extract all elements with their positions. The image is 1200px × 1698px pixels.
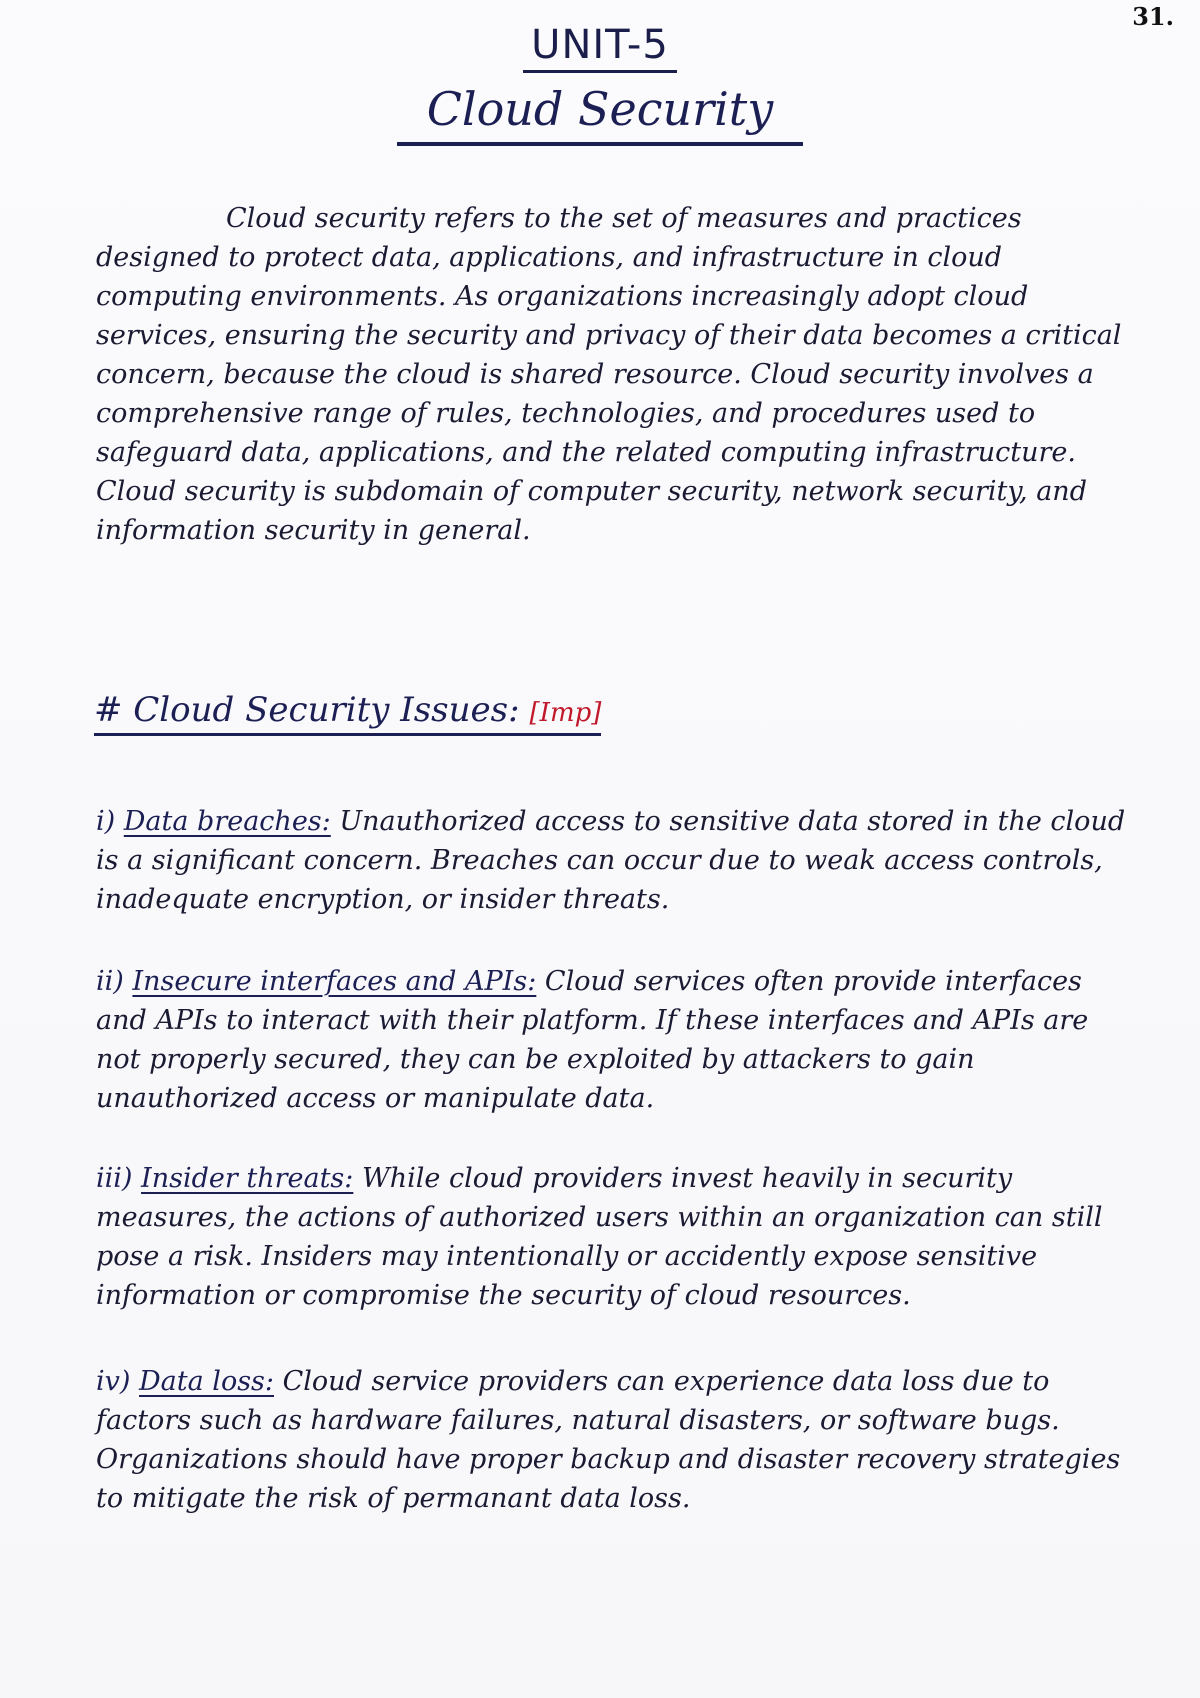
page-number: 31. xyxy=(1132,2,1174,31)
unit-title xyxy=(0,22,1200,73)
important-tag: [Imp] xyxy=(529,698,602,728)
issue-text: While cloud providers invest heavily in security measures, the actions of authorized users within an organization can still pose a risk. Insiders may intentionally or accidently expose sensitive information or compromise the security of cloud resources. xyxy=(96,1163,1103,1311)
issue-text: Cloud services often provide interfaces and APIs to interact with their platform. If these interfaces and APIs are not properly secured, they can be exploited by attackers to gain unauthorized access or manipulate data. xyxy=(96,966,1089,1114)
section-heading-text: # Cloud Security Issues: xyxy=(94,690,520,730)
issue-label: Insecure interfaces and APIs: xyxy=(132,966,537,997)
issue-number: iii) xyxy=(96,1163,133,1194)
issue-label: Insider threats: xyxy=(141,1163,354,1194)
page-title-text: Cloud Security xyxy=(397,82,804,146)
unit-title-text: UNIT-5 xyxy=(523,22,677,73)
intro-paragraph: Cloud security refers to the set of measures and practices designed to protect data, applications, and infrastructure in cloud computing environments. As organizations increasingly adopt cloud services, ensuring the security and privacy of their data becomes a critical concern, because the cloud is shared resource. Cloud security involves a comprehensive range of rules, technologies, and procedures used to safeguard data, applications, and the related computing infrastructure. Cloud security is subdomain of computer security, network security, and information security in general. xyxy=(96,203,1122,546)
issue-number: iv) xyxy=(96,1366,131,1397)
issue-label: Data breaches: xyxy=(123,806,331,837)
issue-text: Cloud service providers can experience data loss due to factors such as hardware failures, natural disasters, or software bugs. Organizations should have proper backup and disaster recovery strategies to mitigate the risk of permanant data loss. xyxy=(96,1366,1121,1514)
issue-item xyxy=(96,1362,1136,1518)
issue-number: ii) xyxy=(96,966,124,997)
issue-number: i) xyxy=(96,806,116,837)
issue-item xyxy=(96,962,1136,1118)
issue-item xyxy=(96,802,1136,919)
issue-text: Unauthorized access to sensitive data stored in the cloud is a significant concern. Breaches can occur due to weak access controls, inadequate encryption, or insider threats. xyxy=(96,806,1126,915)
section-heading xyxy=(94,690,601,736)
issue-label: Data loss: xyxy=(139,1366,275,1397)
issue-item xyxy=(96,1159,1136,1315)
page-title xyxy=(0,82,1200,146)
